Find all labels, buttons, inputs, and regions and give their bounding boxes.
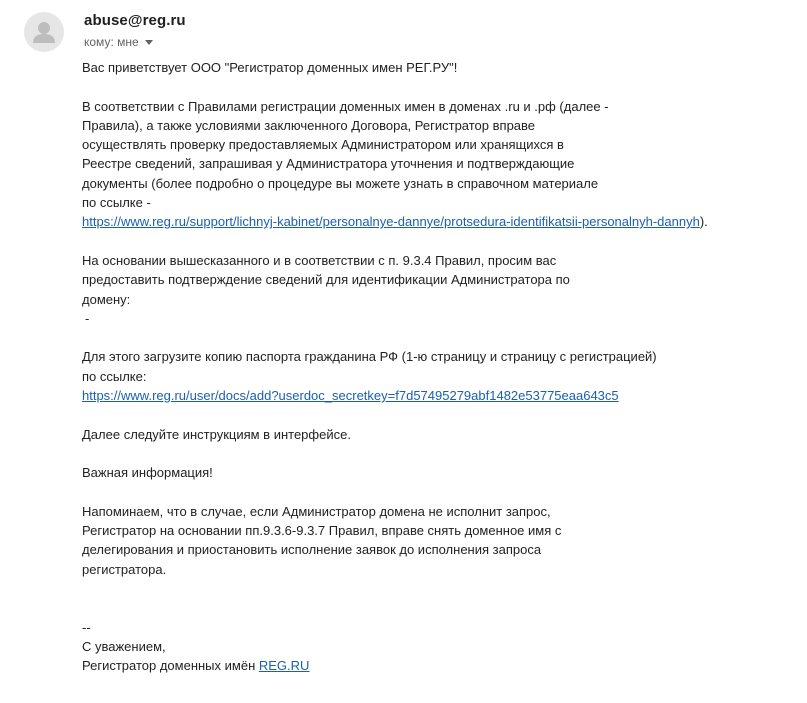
- instructions-line: Далее следуйте инструкциям в интерфейсе.: [82, 426, 351, 442]
- signature-regards: С уважением,: [82, 638, 166, 654]
- recipient-details-toggle[interactable]: [84, 35, 153, 49]
- text-line: На основании вышесказанного и в соответствии с п. 9.3.4 Правил, просим вас: [82, 252, 557, 268]
- text-line: домену:: [82, 291, 131, 307]
- text-line: делегирования и приостановить исполнение заявок до исполнения запроса: [82, 542, 542, 558]
- text-line: предоставить подтверждение сведений для идентификации Администратора по: [82, 272, 570, 288]
- signature-dashes: --: [82, 619, 91, 635]
- text-line: В соответствии с Правилами регистрации доменных имен в доменах .ru и .рф (далее -: [82, 98, 609, 114]
- link-suffix: ).: [699, 214, 708, 230]
- domain-value: -: [85, 310, 90, 326]
- text-line: Напоминаем, что в случае, если Администратор домена не исполнит запрос,: [82, 503, 551, 519]
- text-line: регистратора.: [82, 561, 167, 577]
- paragraph-upload: [82, 347, 782, 405]
- sender-avatar[interactable]: [24, 12, 64, 52]
- important-heading: Важная информация!: [82, 465, 213, 481]
- text-line: по ссылке:: [82, 368, 147, 384]
- caret-down-icon[interactable]: [145, 40, 153, 45]
- text-line: Правила), а также условиями заключенного Договора, Регистратор вправе: [82, 117, 536, 133]
- text-line: документы (более подробно о процедуре вы можете узнать в справочном материале: [82, 175, 599, 191]
- upload-docs-link[interactable]: https://www.reg.ru/user/docs/add?userdoc_secretkey=f7d57495279abf1482e53775eaa643c5: [82, 388, 619, 404]
- signature: [82, 618, 782, 676]
- text-line: осуществлять проверку предоставляемых Администратором или хранящихся в: [82, 137, 564, 153]
- upload-link-line: [82, 386, 782, 405]
- person-icon: [24, 12, 64, 52]
- greeting-line: Вас приветствует ООО "Регистратор доменных имен РЕГ.РУ"!: [82, 60, 458, 75]
- help-article-link[interactable]: https://www.reg.ru/support/lichnyj-kabinet/personalnye-dannye/protsedura-identifikatsii-personalnyh-dannyh: [82, 214, 700, 230]
- paragraph-request: [82, 251, 782, 328]
- text-line: по ссылке -: [82, 195, 151, 211]
- regru-link[interactable]: REG.RU: [258, 658, 310, 674]
- text-line: Регистратор на основании пп.9.3.6-9.3.7 Правил, вправе снять доменное имя с: [82, 523, 562, 539]
- paragraph-warning: [82, 502, 782, 579]
- text-line: Для этого загрузите копию паспорта гражданина РФ (1-ю страницу и страницу с регистрацией): [82, 349, 657, 365]
- message-body: [82, 58, 782, 676]
- recipient-label: кому: мне: [84, 35, 139, 49]
- text-line: Реестре сведений, запрашивая у Администратора уточнения и подтверждающие: [82, 156, 575, 172]
- signature-name-line: [82, 656, 782, 675]
- help-link-line: [82, 212, 782, 231]
- signature-name: Регистратор доменных имён: [82, 658, 256, 674]
- message-header: [24, 12, 784, 56]
- paragraph-rules: [82, 97, 782, 232]
- sender-address[interactable]: abuse@reg.ru: [84, 12, 186, 29]
